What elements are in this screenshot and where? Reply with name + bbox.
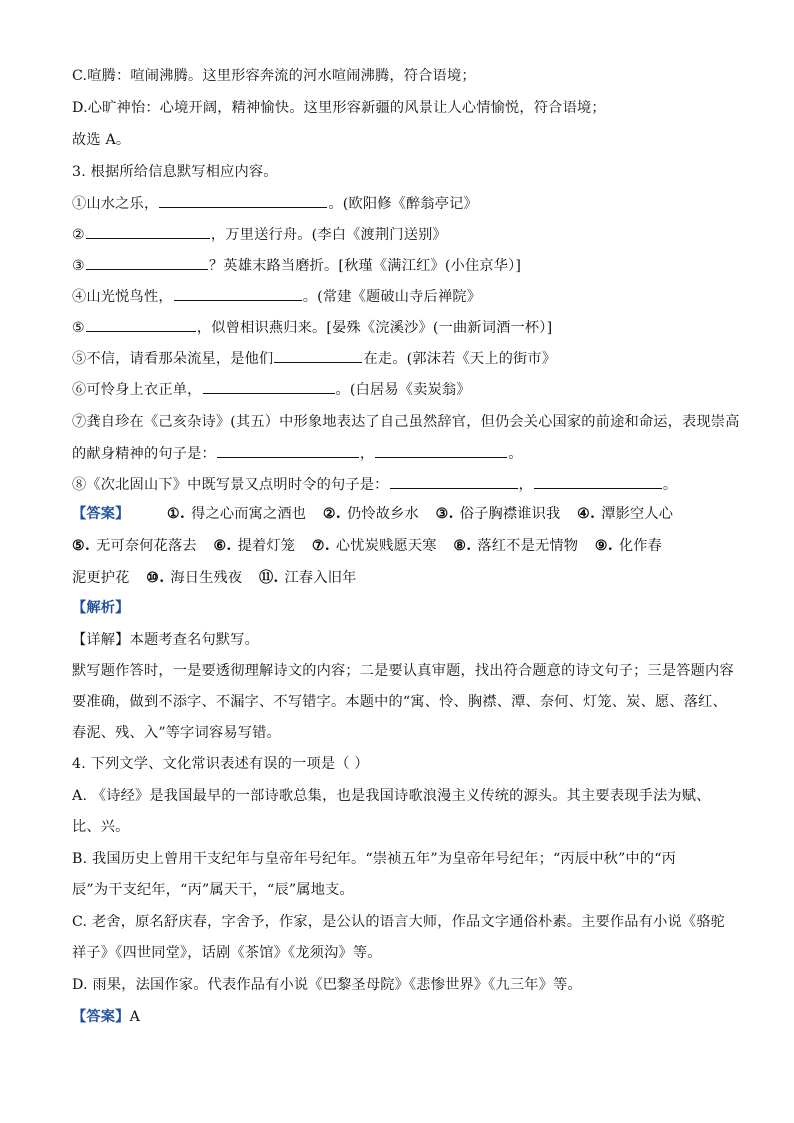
fill-item-prefix: ④山光悦鸟性， [72, 289, 173, 305]
answer-item: ⑦. 心忧炭贱愿天寒 [311, 538, 437, 554]
option-d-text: D.心旷神怡：心境开阔，精神愉快。这里形容新疆的风景让人心情愉悦，符合语境； [72, 100, 606, 116]
fill-item-7 [72, 379, 724, 400]
answer-row-1 [72, 504, 724, 524]
answer-item: ③. 俗子胸襟谁识我 [435, 506, 561, 522]
answer-blank [159, 193, 327, 208]
fill-item-2 [72, 224, 724, 245]
fill-item-suffix: ？英雄末路当磨折。[秋瑾《满江红》(小住京华）] [208, 258, 522, 274]
fill-item-8-line2 [72, 443, 724, 464]
analysis-paragraph-line-1: 默写题作答时，一是要透彻理解诗文的内容；二是要认真审题，找出符合题意的诗文句子；三是答题内容 [72, 663, 734, 679]
fill-item-suffix: 。(白居易《卖炭翁》 [335, 382, 471, 398]
option-c-text: C.喧腾：喧闹沸腾。这里形容奔流的河水喧闹沸腾，符合语境； [72, 68, 476, 84]
answer-item: ⑩. 海日生残夜 [146, 570, 243, 586]
fill-item-6 [72, 348, 724, 369]
answer-blank [534, 474, 662, 489]
answer-item: ②. 仍怜故乡水 [322, 506, 419, 522]
answer-blank [203, 379, 335, 394]
answer-blank [86, 317, 196, 332]
fill-item-suffix: 。(常建《题破山寺后禅院》 [302, 289, 482, 305]
fill-item-prefix: ⑤ [72, 320, 85, 336]
fill-item-4 [72, 286, 724, 307]
answer-tag: 【答案】 [72, 506, 130, 522]
answer-item: ⑥. 提着灯笼 [213, 538, 296, 554]
analysis-paragraph-line-3: 春泥、残、入”等字词容易写错。 [72, 725, 281, 741]
answer-blank [86, 224, 210, 239]
answer-blank [217, 443, 359, 458]
answer-blank [86, 255, 208, 270]
option-d-line-1: D. 雨果，法国作家。代表作品有小说《巴黎圣母院》《悲惨世界》《九三年》等。 [72, 977, 582, 993]
fill-item-separator: ， [359, 446, 375, 462]
answer-blank [390, 474, 518, 489]
fill-item-prefix: ③ [72, 258, 85, 274]
fill-item-prefix: ⑧《次北固山下》中既写景又点明时令的句子是： [72, 477, 389, 493]
detail-text: 本题考查名句默写。 [129, 632, 260, 648]
answer-blank [174, 286, 302, 301]
final-answer-line [72, 1007, 724, 1027]
question-3-title: 3. 根据所给信息默写相应内容。 [72, 164, 278, 180]
answer-item: ④. 潭影空人心 [577, 506, 674, 522]
choose-text: 故选 A。 [72, 132, 131, 148]
answer-row-3 [72, 568, 724, 588]
fill-item-prefix: 的献身精神的句子是： [72, 446, 216, 462]
detail-tag: 【详解】 [72, 632, 130, 648]
fill-item-8-line1: ⑦龚自珍在《己亥杂诗》(其五）中形象地表达了自己虽然辞官，但仍会关心国家的前途和命运，表现崇高 [72, 414, 740, 430]
option-b-line-2: 辰”为干支纪年，“丙”属天干，“辰”属地支。 [72, 882, 354, 898]
fill-item-separator: ， [518, 477, 533, 493]
fill-item-suffix: 。 [662, 477, 678, 493]
analysis-paragraph-line-2: 要准确，做到不添字、不漏字、不写错字。本题中的“寓、怜、胸襟、潭、奈何、灯笼、炭、愿、落红、 [72, 694, 727, 710]
analysis-tag: 【解析】 [72, 600, 130, 616]
fill-item-suffix: 在走。(郭沫若《天上的街市》 [363, 351, 557, 367]
option-b-line-1: B. 我国历史上曾用干支纪年与皇帝年号纪年。“崇祯五年”为皇帝年号纪年；“丙辰中秋”中的“丙 [72, 851, 677, 867]
answer-row-2 [72, 536, 724, 556]
fill-item-1 [72, 193, 724, 214]
answer-blank [375, 443, 507, 458]
fill-item-9 [72, 474, 724, 495]
answer-tag: 【答案】 [72, 1009, 130, 1025]
option-a-line-1: A. 《诗经》是我国最早的一部诗歌总集，也是我国诗歌浪漫主义传统的源头。其主要表现手法为赋、 [72, 788, 711, 804]
fill-item-suffix: ，万里送行舟。(李白《渡荆门送别》 [210, 227, 447, 243]
fill-item-3 [72, 255, 724, 276]
answer-continuation: 泥更护花 [72, 570, 130, 586]
option-a-line-2: 比、兴。 [72, 819, 130, 835]
fill-item-suffix: 。 [508, 446, 523, 462]
fill-item-prefix: ② [72, 227, 85, 243]
fill-item-suffix: 。(欧阳修《醉翁亭记》 [328, 196, 478, 212]
answer-item: ①. 得之心而寓之酒也 [167, 506, 307, 522]
option-c-line-2: 祥子》《四世同堂》，话剧《茶馆》《龙须沟》等。 [72, 945, 382, 961]
final-answer-value: A [129, 1009, 141, 1025]
question-4-title: 4. 下列文学、文化常识表述有误的一项是（ ） [72, 756, 369, 772]
fill-item-prefix: ⑤不信，请看那朵流星，是他们 [72, 351, 274, 367]
answer-item: ⑨. 化作春 [594, 538, 663, 554]
detail-line [72, 630, 724, 650]
fill-item-suffix: ，似曾相识燕归来。[晏殊《浣溪沙》(一曲新词酒一杯）] [196, 320, 553, 336]
fill-item-5 [72, 317, 724, 338]
option-c-line-1: C. 老舍，原名舒庆春，字舍予，作家，是公认的语言大师，作品文字通俗朴素。主要作品有小说《骆驼 [72, 914, 726, 930]
answer-item: ⑪. 江春入旧年 [259, 570, 357, 586]
fill-item-prefix: ①山水之乐， [72, 196, 159, 212]
answer-blank [274, 348, 362, 363]
fill-item-prefix: ⑥可怜身上衣正单， [72, 382, 202, 398]
answer-item: ⑧. 落红不是无情物 [453, 538, 579, 554]
answer-item: ⑤. 无可奈何花落去 [72, 538, 197, 554]
